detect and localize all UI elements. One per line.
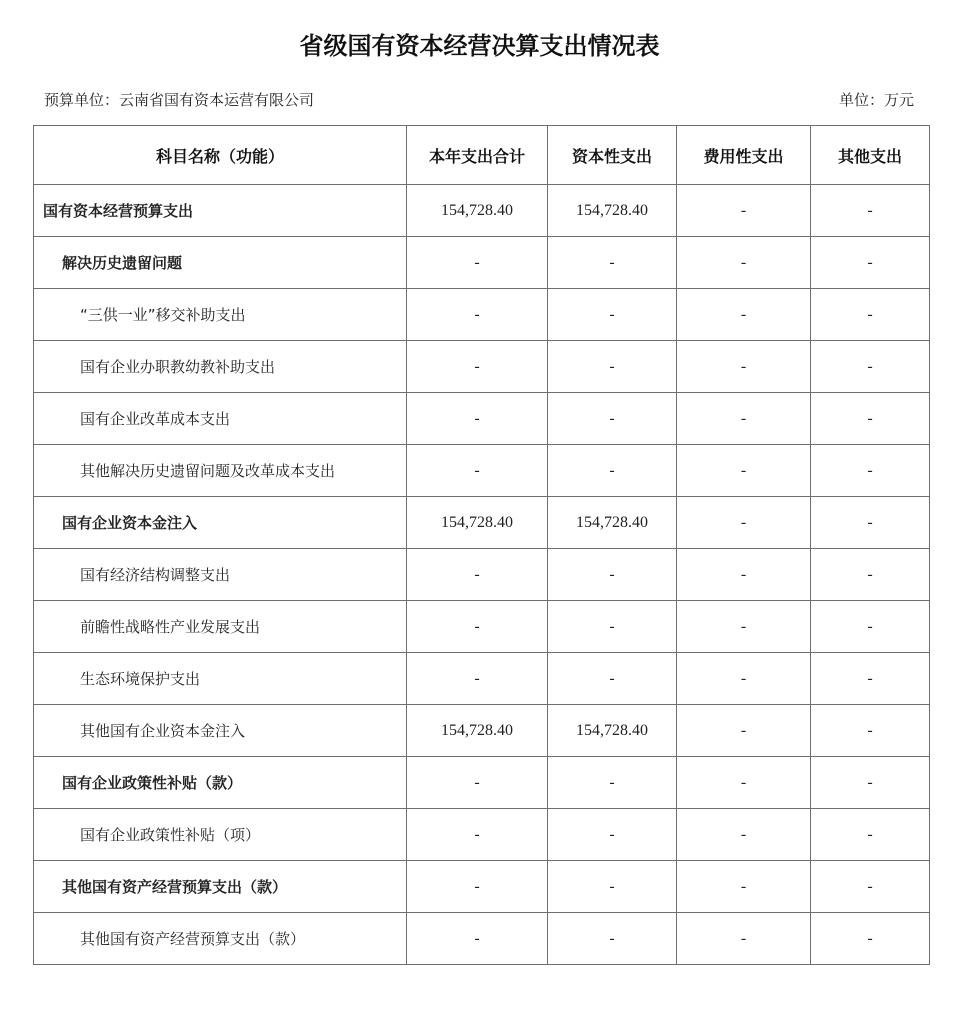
row-expense: - (677, 445, 811, 497)
row-capital: - (548, 861, 677, 913)
header-capital: 资本性支出 (548, 126, 677, 185)
row-total: - (407, 913, 548, 965)
row-expense: - (677, 549, 811, 601)
row-capital: - (548, 913, 677, 965)
table-body (34, 185, 930, 965)
row-capital: 154,728.40 (548, 705, 677, 757)
row-capital: - (548, 653, 677, 705)
row-total: 154,728.40 (407, 497, 548, 549)
row-expense: - (677, 393, 811, 445)
row-other: - (811, 237, 930, 289)
row-capital: - (548, 809, 677, 861)
row-expense: - (677, 913, 811, 965)
row-other: - (811, 185, 930, 237)
row-subject-name: 国有企业改革成本支出 (34, 393, 407, 445)
row-total: - (407, 341, 548, 393)
row-other: - (811, 809, 930, 861)
row-expense: - (677, 861, 811, 913)
budget-unit-label: 预算单位：云南省国有资本运营有限公司 (44, 91, 315, 109)
expenditure-table (33, 125, 930, 965)
row-total: - (407, 757, 548, 809)
header-other: 其他支出 (811, 126, 930, 185)
row-other: - (811, 549, 930, 601)
row-capital: - (548, 341, 677, 393)
table-row (34, 445, 930, 497)
row-total: - (407, 549, 548, 601)
row-expense: - (677, 809, 811, 861)
table-row (34, 913, 930, 965)
row-subject-name: 其他国有企业资本金注入 (34, 705, 407, 757)
row-subject-name: “三供一业”移交补助支出 (34, 289, 407, 341)
table-row (34, 393, 930, 445)
row-other: - (811, 705, 930, 757)
table-header-row (34, 126, 930, 185)
row-subject-name: 其他解决历史遗留问题及改革成本支出 (34, 445, 407, 497)
table-row (34, 861, 930, 913)
row-total: - (407, 393, 548, 445)
row-other: - (811, 445, 930, 497)
row-other: - (811, 289, 930, 341)
row-other: - (811, 861, 930, 913)
row-capital: - (548, 757, 677, 809)
row-total: - (407, 445, 548, 497)
row-subject-name: 其他国有资产经营预算支出（款） (34, 913, 407, 965)
row-capital: - (548, 445, 677, 497)
page-title: 省级国有资本经营决算支出情况表 (299, 31, 660, 60)
row-total: 154,728.40 (407, 705, 548, 757)
header-expense: 费用性支出 (677, 126, 811, 185)
row-subject-name: 生态环境保护支出 (34, 653, 407, 705)
row-total: 154,728.40 (407, 185, 548, 237)
table-row (34, 289, 930, 341)
row-capital: 154,728.40 (548, 185, 677, 237)
row-expense: - (677, 497, 811, 549)
row-other: - (811, 653, 930, 705)
table-row (34, 497, 930, 549)
row-capital: - (548, 393, 677, 445)
row-other: - (811, 497, 930, 549)
row-expense: - (677, 653, 811, 705)
row-other: - (811, 393, 930, 445)
row-total: - (407, 289, 548, 341)
row-subject-name: 国有企业资本金注入 (34, 497, 407, 549)
header-total: 本年支出合计 (407, 126, 548, 185)
row-expense: - (677, 601, 811, 653)
row-capital: 154,728.40 (548, 497, 677, 549)
row-other: - (811, 913, 930, 965)
row-expense: - (677, 185, 811, 237)
row-capital: - (548, 237, 677, 289)
table-row (34, 705, 930, 757)
row-other: - (811, 601, 930, 653)
row-total: - (407, 861, 548, 913)
header-subject-name: 科目名称（功能） (34, 126, 407, 185)
row-expense: - (677, 341, 811, 393)
table-row (34, 757, 930, 809)
row-expense: - (677, 705, 811, 757)
row-total: - (407, 653, 548, 705)
table-row (34, 341, 930, 393)
row-total: - (407, 601, 548, 653)
row-total: - (407, 809, 548, 861)
row-other: - (811, 757, 930, 809)
row-subject-name: 国有资本经营预算支出 (34, 185, 407, 237)
row-subject-name: 国有企业政策性补贴（项） (34, 809, 407, 861)
row-capital: - (548, 601, 677, 653)
table-row (34, 549, 930, 601)
row-subject-name: 其他国有资产经营预算支出（款） (34, 861, 407, 913)
row-other: - (811, 341, 930, 393)
row-expense: - (677, 757, 811, 809)
row-expense: - (677, 289, 811, 341)
row-subject-name: 国有经济结构调整支出 (34, 549, 407, 601)
row-expense: - (677, 237, 811, 289)
table-row (34, 237, 930, 289)
table-row (34, 809, 930, 861)
row-subject-name: 解决历史遗留问题 (34, 237, 407, 289)
row-subject-name: 国有企业办职教幼教补助支出 (34, 341, 407, 393)
row-total: - (407, 237, 548, 289)
table-row (34, 185, 930, 237)
row-capital: - (548, 549, 677, 601)
table-row (34, 601, 930, 653)
row-subject-name: 前瞻性战略性产业发展支出 (34, 601, 407, 653)
row-capital: - (548, 289, 677, 341)
row-subject-name: 国有企业政策性补贴（款） (34, 757, 407, 809)
table-row (34, 653, 930, 705)
currency-unit-label: 单位：万元 (838, 91, 914, 109)
